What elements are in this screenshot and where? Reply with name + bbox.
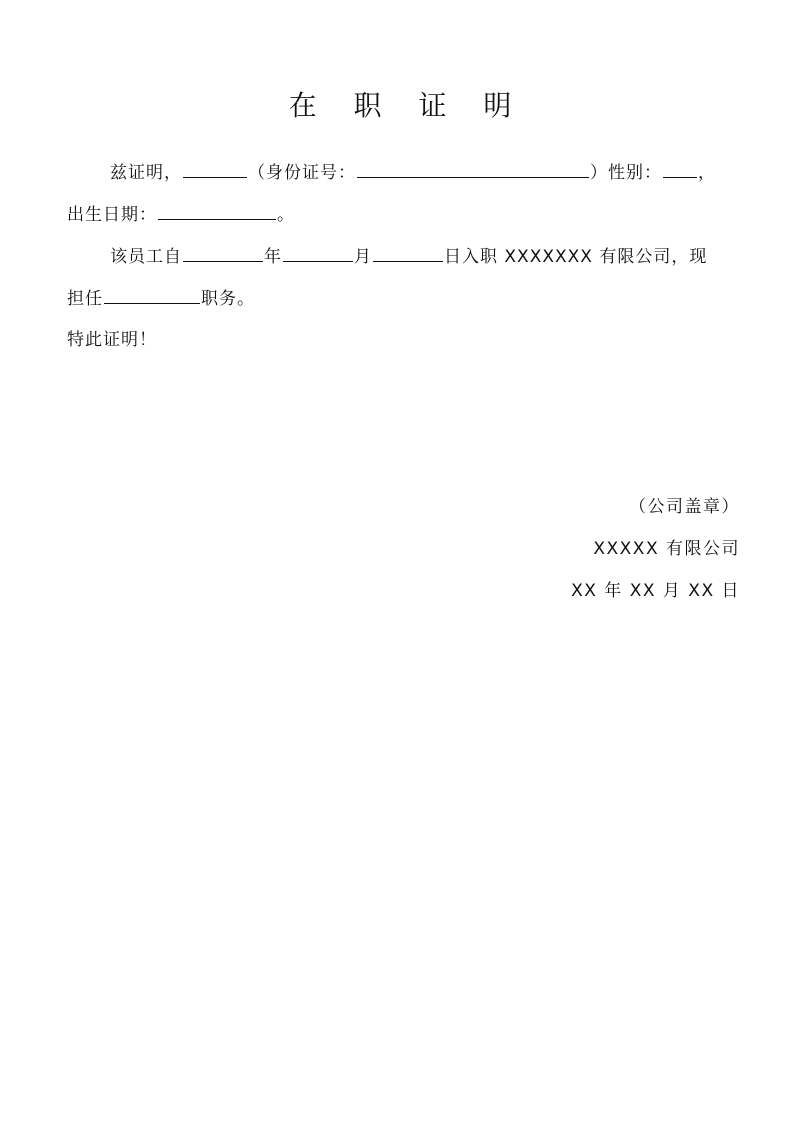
line-birth bbox=[67, 202, 295, 227]
line-identity bbox=[110, 160, 716, 185]
since-text: 该员工自 bbox=[110, 247, 182, 267]
birth-blank[interactable] bbox=[158, 202, 276, 220]
year-blank[interactable] bbox=[183, 244, 263, 262]
gender-blank[interactable] bbox=[663, 160, 697, 178]
name-blank[interactable] bbox=[183, 160, 247, 178]
intro-text: 兹证明， bbox=[110, 163, 182, 183]
closing-text: 特此证明！ bbox=[67, 330, 157, 350]
company-name: XXXXX 有限公司 bbox=[593, 539, 740, 559]
day-blank[interactable] bbox=[373, 244, 443, 262]
company-seal-label: （公司盖章） bbox=[629, 497, 740, 517]
year-label: 年 bbox=[264, 247, 282, 267]
document-title: 在 职 证 明 bbox=[288, 89, 526, 122]
position-blank[interactable] bbox=[104, 286, 200, 304]
position-suffix: 职务。 bbox=[201, 289, 255, 309]
birth-label: 出生日期： bbox=[67, 205, 157, 225]
position-prefix: 担任 bbox=[67, 289, 103, 309]
line-closing bbox=[67, 328, 157, 352]
line1-end: ， bbox=[698, 163, 716, 183]
idcard-blank[interactable] bbox=[357, 160, 589, 178]
gender-label: ）性别： bbox=[590, 163, 662, 183]
line-employment bbox=[110, 244, 707, 269]
line-position bbox=[67, 286, 255, 311]
month-blank[interactable] bbox=[283, 244, 353, 262]
idcard-label: （身份证号： bbox=[248, 163, 356, 183]
month-label: 月 bbox=[354, 247, 372, 267]
issue-date: XX 年 XX 月 XX 日 bbox=[571, 581, 740, 601]
join-text: 日入职 XXXXXXX 有限公司，现 bbox=[444, 247, 708, 267]
line2-end: 。 bbox=[277, 205, 295, 225]
